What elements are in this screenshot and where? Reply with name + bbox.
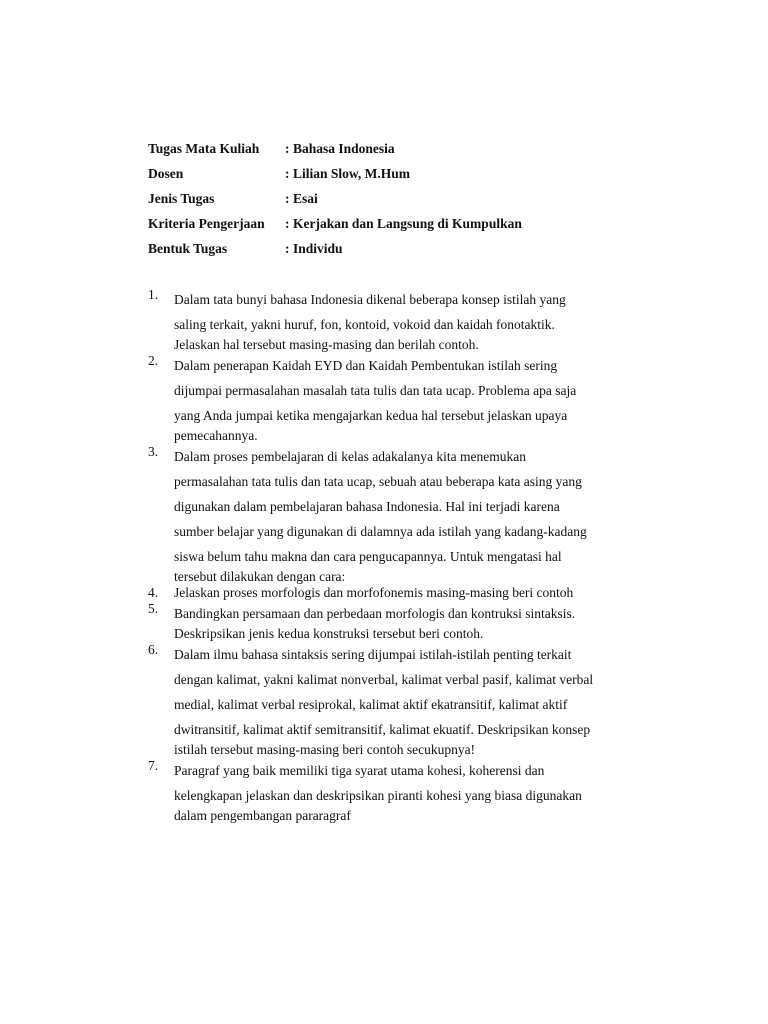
question-line: sumber belajar yang digunakan di dalamnya ada istilah yang kadang-kadang <box>174 524 587 539</box>
question-line: dwitransitif, kalimat aktif semitransitif, kalimat ekuatif. Deskripsikan konsep <box>174 722 591 737</box>
header-colon: : <box>285 240 290 256</box>
question-line: pemecahannya. <box>174 428 258 443</box>
question-line: Deskripsikan jenis kedua konstruksi tersebut beri contoh. <box>174 626 484 641</box>
question-item-1 <box>148 287 668 353</box>
question-number: 5. <box>148 601 159 616</box>
question-item-5 <box>148 601 668 642</box>
header-value: Bahasa Indonesia <box>293 140 395 156</box>
question-line: dengan kalimat, yakni kalimat nonverbal, kalimat verbal pasif, kalimat verbal <box>174 672 594 687</box>
question-line: Dalam tata bunyi bahasa Indonesia dikenal beberapa konsep istilah yang <box>174 292 566 307</box>
question-line: Jelaskan proses morfologis dan morfofonemis masing-masing beri contoh <box>174 585 574 600</box>
question-line: Jelaskan hal tersebut masing-masing dan berilah contoh. <box>174 337 479 352</box>
question-line: permasalahan tata tulis dan tata ucap, sebuah atau beberapa kata asing yang <box>174 474 582 489</box>
header-colon: : <box>285 215 290 231</box>
header-label: Jenis Tugas <box>148 190 215 206</box>
header-row-lecturer <box>148 161 522 186</box>
question-line: medial, kalimat verbal resiprokal, kalimat aktif ekatransitif, kalimat aktif <box>174 697 568 712</box>
question-line: Paragraf yang baik memiliki tiga syarat utama kohesi, koherensi dan <box>174 763 545 778</box>
question-number: 4. <box>148 585 159 600</box>
question-line: yang Anda jumpai ketika mengajarkan kedua hal tersebut jelaskan upaya <box>174 408 568 423</box>
question-item-3 <box>148 444 668 585</box>
question-line: tersebut dilakukan dengan cara: <box>174 569 346 584</box>
question-line: saling terkait, yakni huruf, fon, kontoid, vokoid dan kaidah fonotaktik. <box>174 317 555 332</box>
header-label: Dosen <box>148 165 184 181</box>
header-row-form <box>148 236 522 261</box>
question-number: 3. <box>148 444 159 459</box>
question-number: 2. <box>148 353 159 368</box>
question-item-7 <box>148 758 668 824</box>
header-value: Individu <box>293 240 343 256</box>
header-label: Kriteria Pengerjaan <box>148 215 265 231</box>
question-list <box>148 287 668 824</box>
question-line: istilah tersebut masing-masing beri contoh secukupnya! <box>174 742 476 757</box>
question-item-2 <box>148 353 668 444</box>
header-row-course <box>148 136 522 161</box>
header-label: Bentuk Tugas <box>148 240 228 256</box>
header-colon: : <box>285 140 290 156</box>
question-line: kelengkapan jelaskan dan deskripsikan piranti kohesi yang biasa digunakan <box>174 788 582 803</box>
header-value: Lilian Slow, M.Hum <box>293 165 411 181</box>
question-line: Dalam ilmu bahasa sintaksis sering dijumpai istilah-istilah penting terkait <box>174 647 572 662</box>
question-line: Dalam penerapan Kaidah EYD dan Kaidah Pembentukan istilah sering <box>174 358 558 373</box>
header-row-criteria <box>148 211 522 236</box>
header-value: Esai <box>293 190 318 206</box>
question-number: 6. <box>148 642 159 657</box>
header-label: Tugas Mata Kuliah <box>148 140 260 156</box>
question-line: digunakan dalam pembelajaran bahasa Indonesia. Hal ini terjadi karena <box>174 499 560 514</box>
question-line: dijumpai permasalahan masalah tata tulis dan tata ucap. Problema apa saja <box>174 383 577 398</box>
header-colon: : <box>285 165 290 181</box>
question-line: Dalam proses pembelajaran di kelas adakalanya kita menemukan <box>174 449 526 464</box>
question-line: Bandingkan persamaan dan perbedaan morfologis dan kontruksi sintaksis. <box>174 606 576 621</box>
question-number: 7. <box>148 758 159 773</box>
question-line: dalam pengembangan pararagraf <box>174 808 351 823</box>
header-value: Kerjakan dan Langsung di Kumpulkan <box>293 215 522 231</box>
question-item-4 <box>148 585 668 601</box>
question-line: siswa belum tahu makna dan cara pengucapannya. Untuk mengatasi hal <box>174 549 562 564</box>
header-row-task-type <box>148 186 522 211</box>
question-item-6 <box>148 642 668 758</box>
assignment-header <box>148 136 522 261</box>
header-colon: : <box>285 190 290 206</box>
question-number: 1. <box>148 287 159 302</box>
